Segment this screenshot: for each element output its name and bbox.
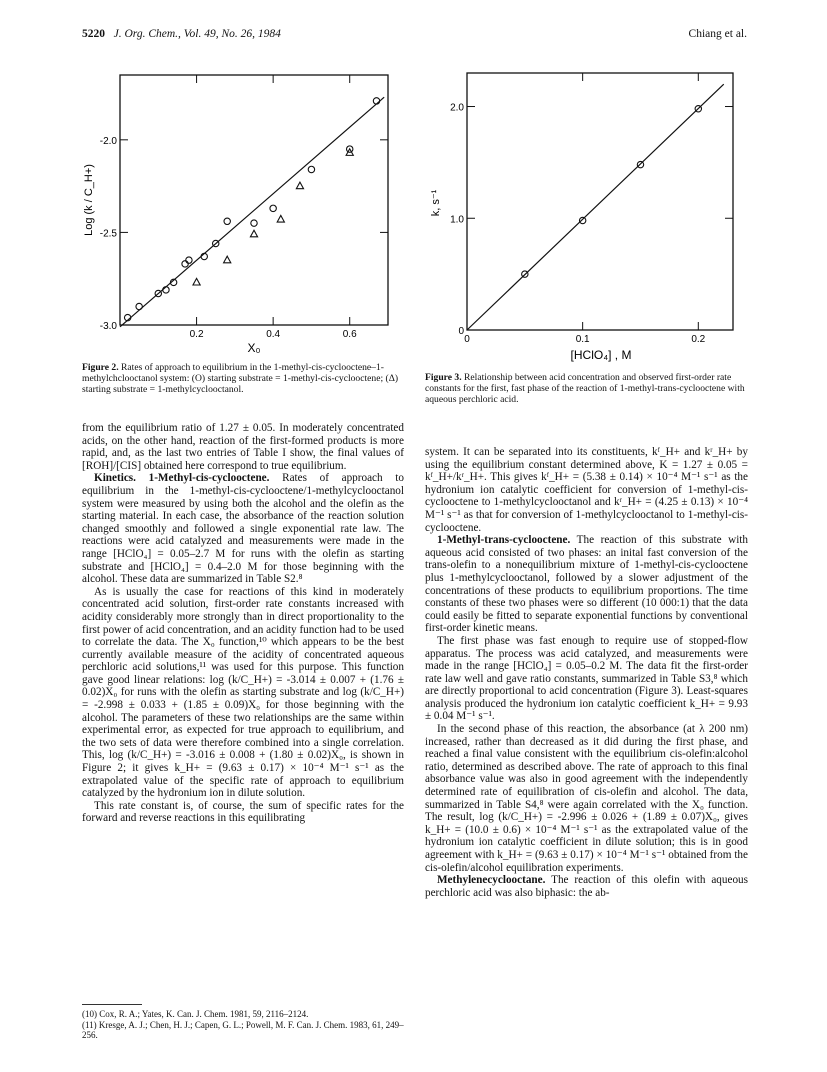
paragraph: system. It can be separated into its constituents, kᶠ_H+ and kʳ_H+ by using the equilibrium constant determined above, K = 1.27 ± 0.05 = kᶠ_H+/kʳ_H+. This gives kᶠ_H+ = (5.38 ± 0.14) × 10⁻⁴ M⁻¹ s⁻¹ as the hydronium ion catalytic coefficient for conversion of 1-methyl-cis-cyclooctene to 1-methylcyclooctanol and kʳ_H+ = (4.25 ± 0.13) × 10⁻⁴ M⁻¹ s⁻¹ as that for conversion of 1-methylcyclooctanol to 1-methyl-cis-cyclooctene.: [425, 446, 748, 534]
data-point-circle: [251, 220, 257, 226]
running-header-left: [82, 28, 281, 40]
data-point-circle: [186, 257, 192, 263]
data-point-circle: [308, 166, 314, 172]
x-axis-label: [HClO₄] , M: [570, 348, 632, 362]
figure-3-label: Figure 3.: [425, 372, 462, 383]
journal-citation: J. Org. Chem., Vol. 49, No. 26, 1984: [113, 28, 281, 40]
section-heading: Methylenecyclooctane.: [437, 874, 546, 887]
paragraph: In the second phase of this reaction, the absorbance (at λ 200 nm) increased, rather than decreased as it did during the first phase, and reached a final value consistent with the equilibrium cis-olefin:alcohol ratio, determined as described above. The rate of approach to this final absorbance value was also in good agreement with the independently determined rate of equilibration of cis-olefin and alcohol. The data, summarized in Table S4,⁸ were again correlated with the X₀ function. The result, log (k/C_H+) = -2.996 ± 0.026 + (1.89 ± 0.07)X₀, gives k_H+ = (10.0 ± 0.6) × 10⁻⁴ M⁻¹ s⁻¹ as the extrapolated value of the hydronium ion catalytic coefficient in dilute solution; this is in good agreement with k_H+ = (9.63 ± 0.17) × 10⁻⁴ M⁻¹ s⁻¹ obtained from the cis-olefin/alcohol equilibration experiments.: [425, 723, 748, 874]
right-column-text: [425, 446, 748, 899]
plot-frame: [120, 75, 388, 325]
x-tick-label: 0.2: [691, 334, 706, 345]
figure-3-chart: [425, 55, 755, 365]
y-axis-label: Log (k / C_H+): [83, 164, 95, 236]
left-column-text: [82, 422, 404, 825]
footnotes: [82, 1009, 404, 1041]
x-tick-label: 0.2: [189, 329, 204, 340]
y-tick-label: -2.0: [99, 135, 117, 147]
figure-2-label: Figure 2.: [82, 362, 119, 373]
data-point-circle: [182, 261, 188, 267]
running-header-authors: Chiang et al.: [688, 28, 747, 40]
paragraph: Methylenecyclooctane. The reaction of this olefin with aqueous perchloric acid was also biphasic: the ab-: [425, 874, 748, 899]
paragraph: from the equilibrium ratio of 1.27 ± 0.05. In moderately concentrated acids, on the other hand, reaction of the first-formed products is more rapid, and, as the last two entries of Table I show, the final values of [ROH]/[CIS] obtained here correspond to true equilibrium.: [82, 422, 404, 472]
footnote-11: (11) Kresge, A. J.; Chen, H. J.; Capen, G. L.; Powell, M. F. Can. J. Chem. 1983, 61, 249–256.: [82, 1019, 404, 1040]
y-tick-label: -3.0: [99, 321, 117, 332]
figure-3-caption-text: Relationship between acid concentration and observed first-order rate constants for the first, fast phase of the reaction of 1-methyl-trans-cyclooctene with aqueous perchloric acid.: [425, 372, 745, 405]
y-tick-label: 2.0: [450, 102, 464, 114]
data-point-triangle: [224, 256, 231, 263]
data-point-triangle: [296, 182, 303, 189]
data-point-circle: [136, 303, 142, 309]
section-heading: 1-Methyl-trans-cyclooctene.: [437, 534, 571, 547]
data-point-circle: [224, 218, 230, 224]
y-tick-label: -2.5: [99, 228, 117, 240]
figure-2-caption: [82, 362, 404, 395]
data-point-circle: [579, 217, 585, 223]
figure-2-chart: [82, 55, 402, 355]
section-heading: Kinetics. 1-Methyl-cis-cyclooctene.: [94, 472, 270, 485]
footnote-rule: [82, 1004, 142, 1005]
page-number: 5220: [82, 28, 105, 40]
x-tick-label: 0.4: [266, 329, 281, 340]
y-tick-label: 0: [458, 326, 464, 337]
x-axis-label: X₀: [247, 341, 261, 355]
data-point-circle: [270, 205, 276, 211]
paragraph: The first phase was fast enough to require use of stopped-flow apparatus. The process was acid catalyzed, and measurements were made in the range [HClO₄] = 0.05–0.2 M. The data fit the first-order rate law well and gave ratio constants, summarized in Table S3,⁸ which are directly proportional to acid concentration (Figure 3). Least-squares analysis produced the hydronium ion catalytic coefficient k_H+ = 9.93 ± 0.04 M⁻¹ s⁻¹.: [425, 634, 748, 723]
fit-line: [120, 97, 384, 327]
data-point-triangle: [250, 230, 257, 237]
x-tick-label: 0.1: [575, 334, 590, 345]
x-tick-label: 0: [464, 334, 470, 345]
paragraph: As is usually the case for reactions of this kind in moderately concentrated acid solution, first-order rate constants increased with acidity considerably more strongly than in direct proportionality to the first power of acid concentration, and an acidity function had to be used to correlate the data. The X₀ function,¹⁰ which appears to be the best currently available measure of the acidity of concentrated aqueous perchloric acid solutions,¹¹ was used for this purpose. This function gave good linear relations: log (k/C_H+) = -3.014 ± 0.007 + (1.76 ± 0.02)X₀ for runs with the olefin as starting substrate and log (k/C_H+) = -2.998 ± 0.033 + (1.85 ± 0.09)X₀ for those beginning with the alcohol. The parameters of these two relationships are the same within experimental error, as expected for true approach to equilibrium, and the two sets of data were therefore combined into a single correlation. This, log (k/C_H+) = -3.016 ± 0.008 + (1.80 ± 0.02)X₀, is shown in Figure 2; it gives k_H+ = (9.63 ± 0.17) × 10⁻⁴ M⁻¹ s⁻¹ as the extrapolated value of the specific rate of approach to equilibrium catalyzed by the hydronium ion in dilute solution.: [82, 585, 404, 800]
figure-3-caption: [425, 372, 748, 405]
y-tick-label: 1.0: [450, 214, 464, 226]
fit-line: [467, 84, 724, 330]
paragraph: Kinetics. 1-Methyl-cis-cyclooctene. Rates of approach to equilibrium in the 1-methyl-cis-cyclooctene/1-methylcyclooctanol system were measured by using both the alcohol and the olefin as the starting material. In each case, the absorbance of the reaction solution changed smoothly and followed a single exponential rate law. The reactions were acid catalyzed and measurements were made in the range [HClO₄] = 0.05–2.7 M for runs with the olefin as starting substrate and [HClO₄] = 0.4–2.0 M for those beginning with the alcohol. These data are summarized in Table S2.⁸: [82, 472, 404, 586]
data-point-triangle: [193, 278, 200, 285]
paragraph: 1-Methyl-trans-cyclooctene. The reaction of this substrate with aqueous acid consisted of two phases: an inital fast conversion of the trans-olefin to a nonequilibrium mixture of 1-methyl-cis-cyclooctene plus 1-methylcyclooctanol, followed by a slower adjustment of the concentrations of these products to equilibrium proportions. The time constants of these two phases were so different (10 000:1) that the data could easily be fitted to separate exponential functions by conventional first-order kinetic means.: [425, 534, 748, 635]
figure-2-caption-text: Rates of approach to equilibrium in the 1-methyl-cis-cyclooctene–1-methylchclooctanol system: (O) starting substrate = 1-methyl-cis-cyclooctene; (Δ) starting substrate = 1-methylcyclooctanol.: [82, 362, 399, 395]
paragraph: This rate constant is, of course, the sum of specific rates for the forward and reverse reactions in this equilibrating: [82, 799, 404, 825]
footnote-10: (10) Cox, R. A.; Yates, K. Can. J. Chem. 1981, 59, 2116–2124.: [82, 1009, 309, 1019]
y-axis-label: k, s⁻¹: [430, 189, 442, 217]
x-tick-label: 0.6: [342, 329, 357, 340]
data-point-triangle: [277, 215, 284, 222]
